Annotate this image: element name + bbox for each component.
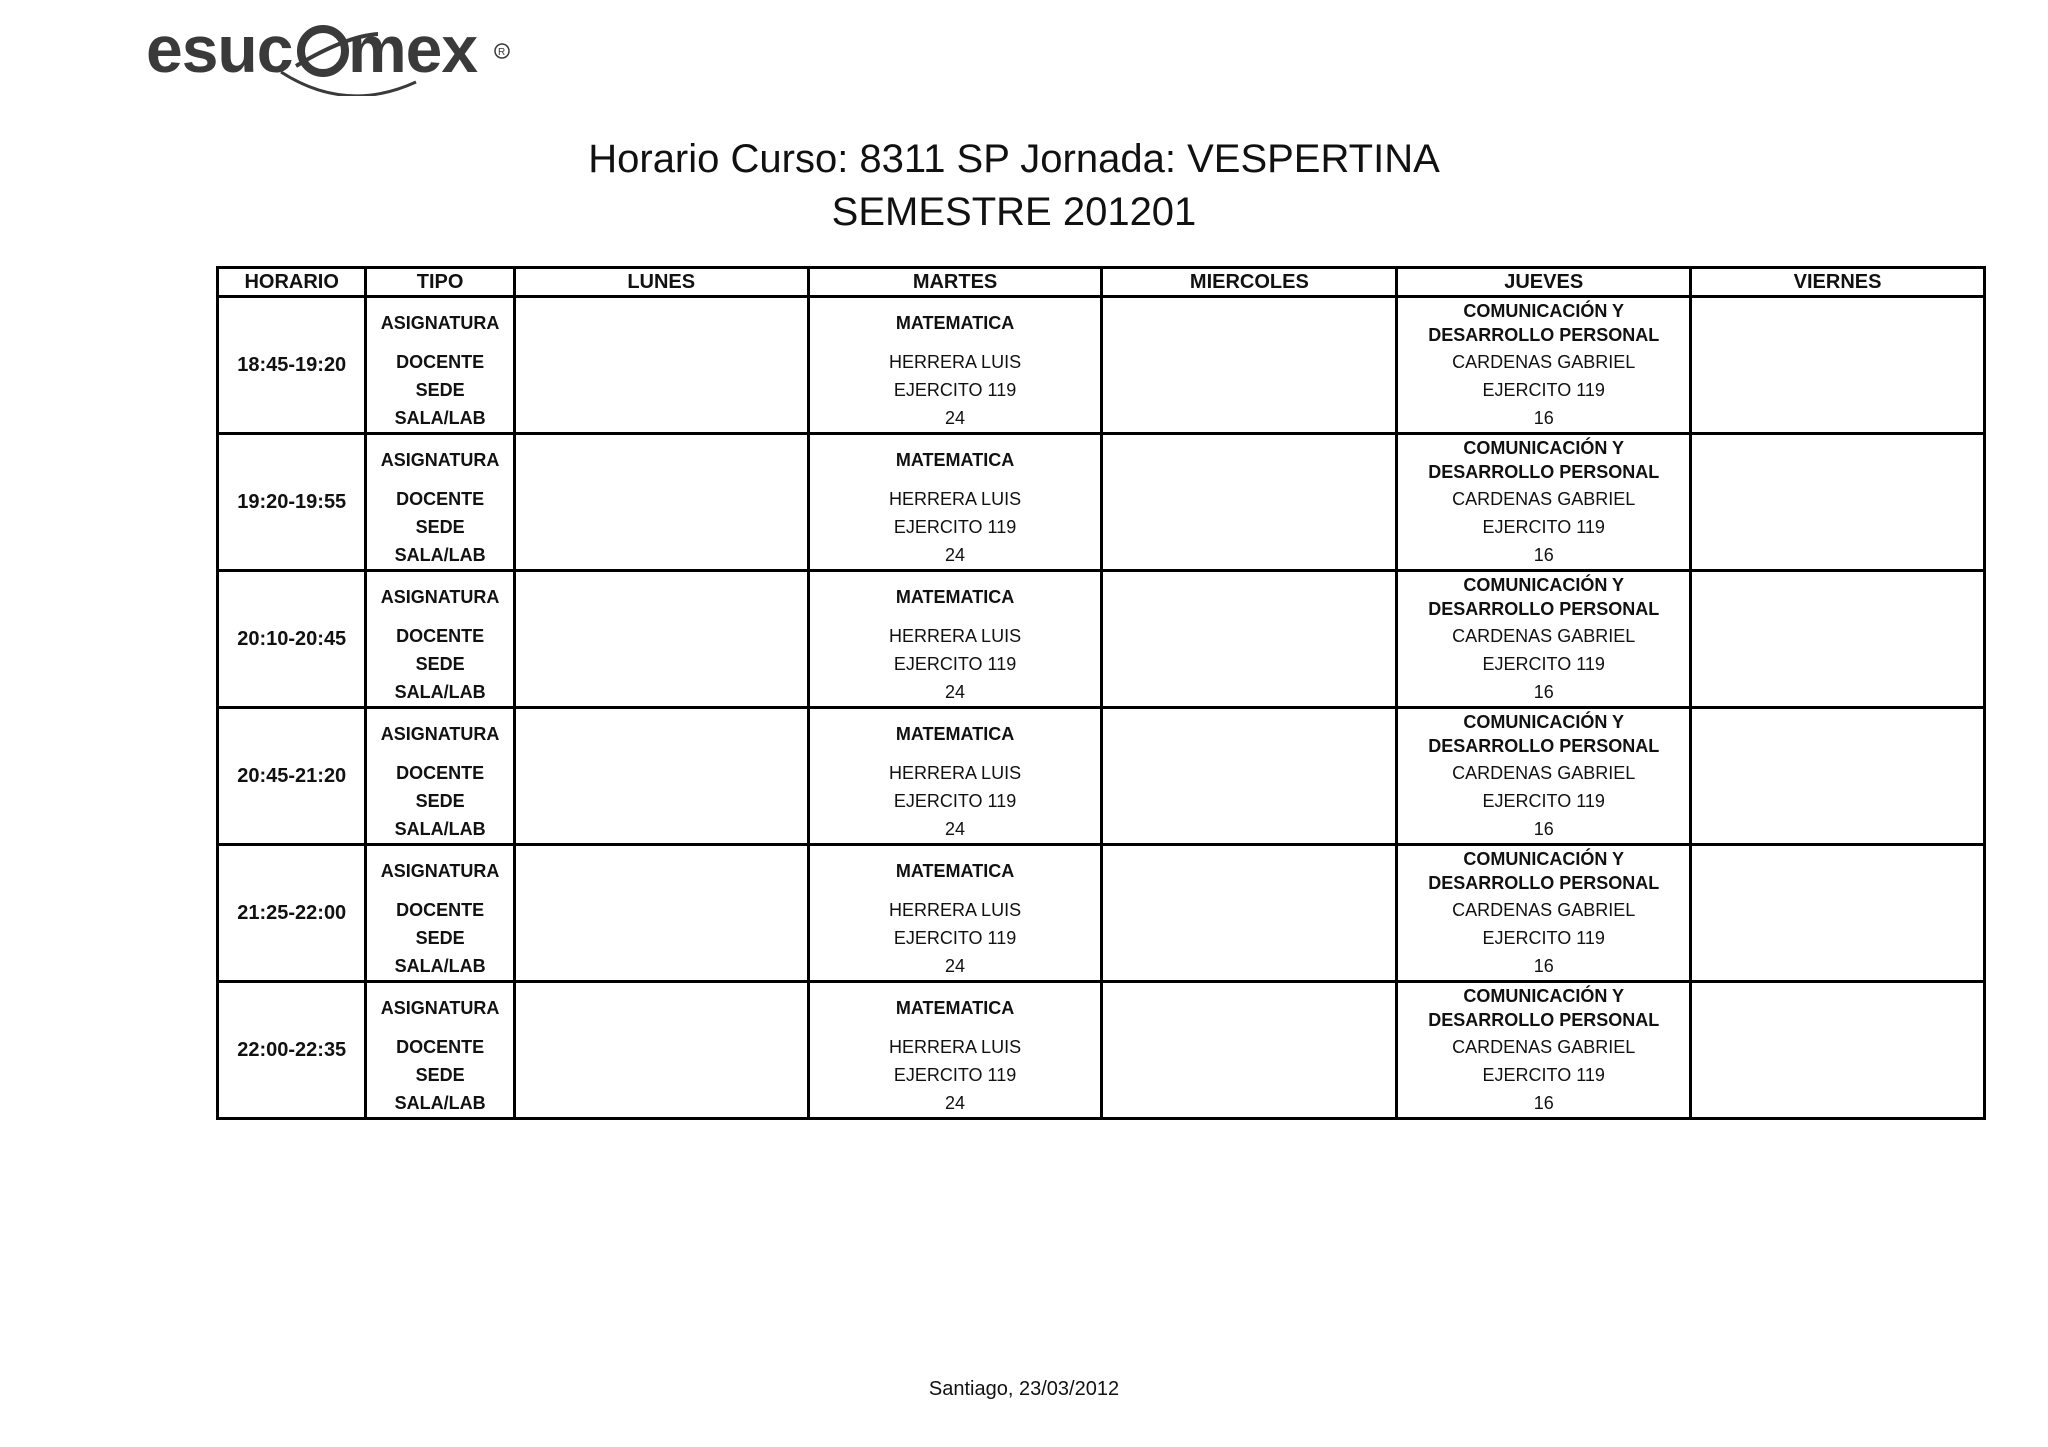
day-cell-jueves bbox=[1397, 297, 1691, 434]
asignatura-value: MATEMATICA bbox=[895, 587, 1015, 607]
header-miercoles: MIERCOLES bbox=[1102, 268, 1397, 297]
tipo-sala: SALA/LAB bbox=[394, 681, 486, 702]
docente-value: CARDENAS GABRIEL bbox=[1452, 899, 1636, 920]
tipo-sala: SALA/LAB bbox=[394, 407, 486, 428]
sala-value: 24 bbox=[945, 1092, 966, 1113]
sede-value: EJERCITO 119 bbox=[1482, 653, 1605, 674]
table-row bbox=[218, 434, 1985, 571]
tipo-asignatura: ASIGNATURA bbox=[380, 586, 500, 607]
sede-value: EJERCITO 119 bbox=[893, 1064, 1017, 1085]
tipo-sede: SEDE bbox=[415, 927, 465, 948]
table-row bbox=[218, 982, 1985, 1119]
day-cell-jueves bbox=[1397, 845, 1691, 982]
sede-value: EJERCITO 119 bbox=[893, 379, 1017, 400]
day-cell-empty bbox=[1102, 297, 1397, 434]
day-cell-empty bbox=[1102, 845, 1397, 982]
asignatura-value: MATEMATICA bbox=[895, 313, 1015, 333]
time-slot: 21:25-22:00 bbox=[218, 845, 366, 982]
svg-text:esuc: esuc bbox=[146, 14, 293, 86]
asignatura-value: MATEMATICA bbox=[895, 998, 1015, 1018]
tipo-cell bbox=[366, 982, 514, 1119]
asignatura-value: COMUNICACIÓN Y DESARROLLO PERSONAL bbox=[1428, 712, 1660, 756]
day-cell-empty bbox=[1691, 708, 1985, 845]
docente-value: HERRERA LUIS bbox=[889, 625, 1022, 646]
sede-value: EJERCITO 119 bbox=[893, 516, 1017, 537]
day-cell-martes bbox=[808, 845, 1102, 982]
tipo-asignatura: ASIGNATURA bbox=[380, 860, 500, 881]
header-martes: MARTES bbox=[808, 268, 1102, 297]
day-cell-empty bbox=[1102, 982, 1397, 1119]
day-cell-empty bbox=[1102, 708, 1397, 845]
docente-value: HERRERA LUIS bbox=[889, 351, 1022, 372]
tipo-asignatura: ASIGNATURA bbox=[380, 997, 500, 1018]
day-cell-empty bbox=[514, 982, 808, 1119]
asignatura-value: COMUNICACIÓN Y DESARROLLO PERSONAL bbox=[1428, 986, 1660, 1030]
day-cell-empty bbox=[1691, 571, 1985, 708]
day-cell-jueves bbox=[1397, 708, 1691, 845]
svg-text:R: R bbox=[498, 47, 506, 58]
tipo-sala: SALA/LAB bbox=[394, 1092, 486, 1113]
tipo-sala: SALA/LAB bbox=[394, 818, 486, 839]
asignatura-value: COMUNICACIÓN Y DESARROLLO PERSONAL bbox=[1428, 849, 1660, 893]
sede-value: EJERCITO 119 bbox=[1482, 516, 1605, 537]
sala-value: 16 bbox=[1533, 818, 1554, 839]
day-cell-martes bbox=[808, 982, 1102, 1119]
day-cell-empty bbox=[514, 571, 808, 708]
table-row bbox=[218, 571, 1985, 708]
day-cell-jueves bbox=[1397, 434, 1691, 571]
header-jueves: JUEVES bbox=[1397, 268, 1691, 297]
docente-value: HERRERA LUIS bbox=[889, 488, 1022, 509]
asignatura-value: MATEMATICA bbox=[895, 450, 1015, 470]
page-title: Horario Curso: 8311 SP Jornada: VESPERTINA bbox=[588, 137, 1440, 181]
tipo-cell bbox=[366, 571, 514, 708]
docente-value: HERRERA LUIS bbox=[889, 899, 1022, 920]
tipo-docente: DOCENTE bbox=[396, 488, 485, 509]
day-cell-empty bbox=[514, 845, 808, 982]
tipo-cell bbox=[366, 434, 514, 571]
day-cell-empty bbox=[1691, 845, 1985, 982]
day-cell-empty bbox=[1102, 571, 1397, 708]
tipo-docente: DOCENTE bbox=[396, 762, 485, 783]
sede-value: EJERCITO 119 bbox=[1482, 790, 1605, 811]
tipo-sede: SEDE bbox=[415, 790, 465, 811]
footer-date: Santiago, 23/03/2012 bbox=[928, 1378, 1120, 1400]
sala-value: 24 bbox=[945, 955, 966, 976]
day-cell-empty bbox=[1691, 297, 1985, 434]
tipo-sala: SALA/LAB bbox=[394, 544, 486, 565]
day-cell-empty bbox=[1691, 434, 1985, 571]
svg-text:mex: mex bbox=[348, 14, 478, 86]
tipo-sede: SEDE bbox=[415, 1064, 465, 1085]
header-viernes: VIERNES bbox=[1691, 268, 1985, 297]
header-row bbox=[218, 268, 1985, 297]
tipo-sede: SEDE bbox=[415, 516, 465, 537]
docente-value: CARDENAS GABRIEL bbox=[1452, 1036, 1636, 1057]
logo-swoosh-icon bbox=[146, 14, 526, 96]
tipo-sala: SALA/LAB bbox=[394, 955, 486, 976]
tipo-asignatura: ASIGNATURA bbox=[380, 312, 500, 333]
table-row bbox=[218, 297, 1985, 434]
sala-value: 16 bbox=[1533, 681, 1554, 702]
header-horario: HORARIO bbox=[218, 268, 366, 297]
day-cell-martes bbox=[808, 708, 1102, 845]
tipo-sede: SEDE bbox=[415, 653, 465, 674]
day-cell-jueves bbox=[1397, 571, 1691, 708]
tipo-sede: SEDE bbox=[415, 379, 465, 400]
docente-value: CARDENAS GABRIEL bbox=[1452, 488, 1636, 509]
time-slot: 19:20-19:55 bbox=[218, 434, 366, 571]
day-cell-empty bbox=[514, 297, 808, 434]
day-cell-jueves bbox=[1397, 982, 1691, 1119]
tipo-asignatura: ASIGNATURA bbox=[380, 723, 500, 744]
sede-value: EJERCITO 119 bbox=[893, 927, 1017, 948]
time-slot: 20:45-21:20 bbox=[218, 708, 366, 845]
tipo-cell bbox=[366, 845, 514, 982]
table-row bbox=[218, 708, 1985, 845]
sede-value: EJERCITO 119 bbox=[893, 653, 1017, 674]
schedule-table bbox=[216, 266, 1986, 1120]
day-cell-martes bbox=[808, 571, 1102, 708]
header-tipo: TIPO bbox=[366, 268, 514, 297]
sala-value: 24 bbox=[945, 544, 966, 565]
docente-value: CARDENAS GABRIEL bbox=[1452, 351, 1636, 372]
tipo-cell bbox=[366, 708, 514, 845]
asignatura-value: MATEMATICA bbox=[895, 861, 1015, 881]
esucomex-logo bbox=[146, 14, 526, 96]
sala-value: 16 bbox=[1533, 544, 1554, 565]
sala-value: 24 bbox=[945, 407, 966, 428]
docente-value: HERRERA LUIS bbox=[889, 762, 1022, 783]
tipo-docente: DOCENTE bbox=[396, 351, 485, 372]
sala-value: 16 bbox=[1533, 1092, 1554, 1113]
tipo-docente: DOCENTE bbox=[396, 1036, 485, 1057]
tipo-cell bbox=[366, 297, 514, 434]
sala-value: 16 bbox=[1533, 407, 1554, 428]
tipo-docente: DOCENTE bbox=[396, 625, 485, 646]
page-subtitle: SEMESTRE 201201 bbox=[831, 190, 1197, 234]
sede-value: EJERCITO 119 bbox=[1482, 1064, 1605, 1085]
sede-value: EJERCITO 119 bbox=[1482, 379, 1605, 400]
sala-value: 24 bbox=[945, 681, 966, 702]
tipo-docente: DOCENTE bbox=[396, 899, 485, 920]
day-cell-empty bbox=[514, 708, 808, 845]
docente-value: HERRERA LUIS bbox=[889, 1036, 1022, 1057]
docente-value: CARDENAS GABRIEL bbox=[1452, 625, 1636, 646]
time-slot: 22:00-22:35 bbox=[218, 982, 366, 1119]
sede-value: EJERCITO 119 bbox=[1482, 927, 1605, 948]
time-slot: 20:10-20:45 bbox=[218, 571, 366, 708]
tipo-asignatura: ASIGNATURA bbox=[380, 449, 500, 470]
asignatura-value: COMUNICACIÓN Y DESARROLLO PERSONAL bbox=[1428, 301, 1660, 345]
day-cell-martes bbox=[808, 434, 1102, 571]
day-cell-empty bbox=[1691, 982, 1985, 1119]
table-row bbox=[218, 845, 1985, 982]
asignatura-value: COMUNICACIÓN Y DESARROLLO PERSONAL bbox=[1428, 575, 1660, 619]
day-cell-empty bbox=[1102, 434, 1397, 571]
sala-value: 16 bbox=[1533, 955, 1554, 976]
docente-value: CARDENAS GABRIEL bbox=[1452, 762, 1636, 783]
day-cell-empty bbox=[514, 434, 808, 571]
asignatura-value: COMUNICACIÓN Y DESARROLLO PERSONAL bbox=[1428, 438, 1660, 482]
time-slot: 18:45-19:20 bbox=[218, 297, 366, 434]
sala-value: 24 bbox=[945, 818, 966, 839]
day-cell-martes bbox=[808, 297, 1102, 434]
header-lunes: LUNES bbox=[514, 268, 808, 297]
asignatura-value: MATEMATICA bbox=[895, 724, 1015, 744]
sede-value: EJERCITO 119 bbox=[893, 790, 1017, 811]
